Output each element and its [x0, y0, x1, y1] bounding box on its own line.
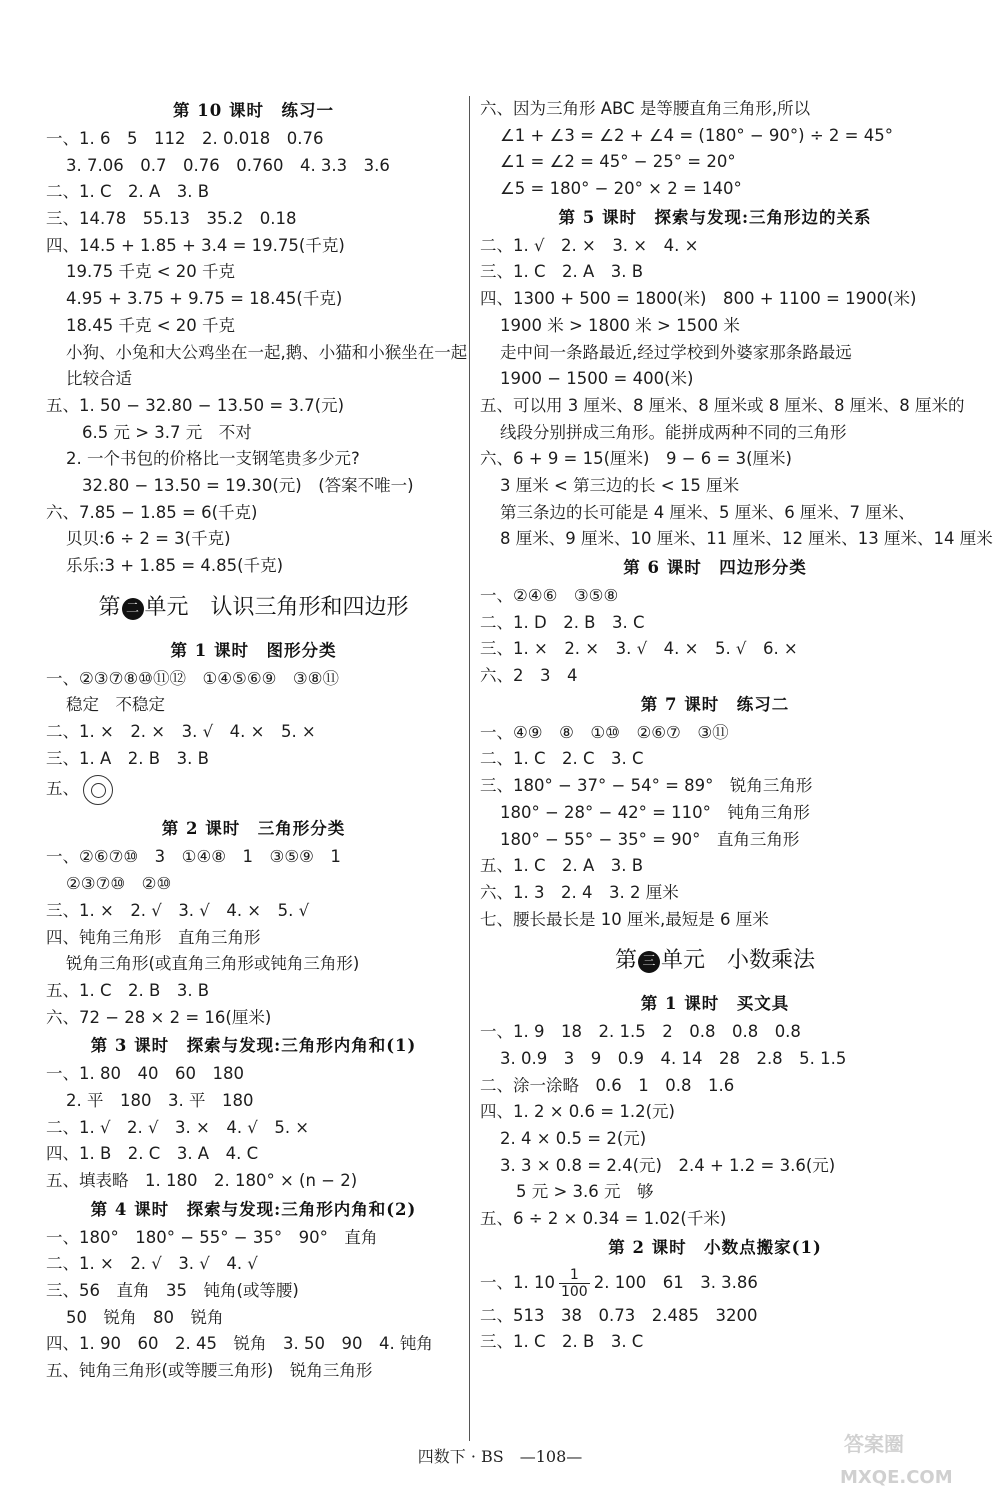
- answer-line: 32.80 − 13.50 = 19.30(元) (答案不唯一): [82, 475, 414, 495]
- concentric-circles-icon: [83, 775, 113, 805]
- unit-title: 单元 小数乘法: [661, 948, 816, 974]
- fraction-numerator: 1: [559, 1267, 590, 1284]
- fraction-denominator: 100: [560, 1283, 588, 1300]
- answer-line: ∠5 = 180° − 20° × 2 = 140°: [500, 179, 742, 199]
- answer-line: 二、涂一涂略 0.6 1 0.8 1.6: [480, 1075, 735, 1095]
- watermark-bottom-text: MXQE.COM: [840, 1467, 953, 1488]
- answer-line: 走中间一条路最近,经过学校到外婆家那条路最远: [500, 342, 852, 362]
- unit-prefix: 第: [614, 948, 637, 974]
- right-column: [480, 96, 993, 1356]
- answer-line: 五、1. 50 − 32.80 − 13.50 = 3.7(元): [46, 395, 345, 415]
- answer-line: 二、1. × 2. √ 3. √ 4. √: [46, 1254, 258, 1274]
- answer-line: 二、513 38 0.73 2.485 3200: [480, 1305, 758, 1325]
- answer-line: 三、56 直角 35 钝角(或等腰): [46, 1281, 299, 1301]
- unit-heading: [480, 933, 950, 989]
- answer-line: 六、7.85 − 1.85 = 6(千克): [46, 502, 258, 522]
- answer-line: 第三条边的长可能是 4 厘米、5 厘米、6 厘米、7 厘米、: [500, 502, 915, 522]
- answer-line: 三、1. A 2. B 3. B: [46, 748, 209, 768]
- answer-line: 三、180° − 37° − 54° = 89° 锐角三角形: [480, 776, 813, 796]
- answer-line: 二、1. D 2. B 3. C: [480, 612, 645, 632]
- answer-line: 二、1. √ 2. √ 3. × 4. √ 5. ×: [46, 1117, 310, 1137]
- answer-line: 一、180° 180° − 55° − 35° 90° 直角: [46, 1227, 378, 1247]
- answer-line: 五、钝角三角形(或等腰三角形) 锐角三角形: [46, 1361, 373, 1381]
- lesson-heading: 第 2 课时 三角形分类: [161, 819, 346, 839]
- answer-line: 小狗、小兔和大公鸡坐在一起,鹅、小猫和小猴坐在一起: [66, 342, 468, 362]
- answer-line: 一、②⑥⑦⑩ 3 ①④⑧ 1 ③⑤⑨ 1: [46, 847, 341, 867]
- answer-line: 一、④⑨ ⑧ ①⑩ ②⑥⑦ ③⑪: [480, 722, 729, 742]
- answer-line: 2. 4 × 0.5 = 2(元): [500, 1129, 647, 1148]
- answer-line: 六、2 3 4: [480, 666, 578, 686]
- answer-line: 8 厘米、9 厘米、10 厘米、11 厘米、12 厘米、13 厘米、14 厘米: [500, 529, 993, 549]
- answer-line: 锐角三角形(或直角三角形或钝角三角形): [66, 954, 360, 974]
- answer-line: 18.45 千克 < 20 千克: [66, 315, 236, 335]
- answer-line: 一、1. 9 18 2. 1.5 2 0.8 0.8 0.8: [480, 1022, 801, 1042]
- answer-line: 五、6 ÷ 2 × 0.34 = 1.02(千米): [480, 1209, 727, 1229]
- answer-line: 六、因为三角形 ABC 是等腰直角三角形,所以: [480, 99, 811, 118]
- answer-line: 3. 3 × 0.8 = 2.4(元) 2.4 + 1.2 = 3.6(元): [500, 1155, 836, 1175]
- answer-line: 一、1. 6 5 112 2. 0.018 0.76: [46, 129, 324, 148]
- fraction: [559, 1267, 590, 1300]
- answer-line: 线段分别拼成三角形。能拼成两种不同的三角形: [500, 422, 847, 442]
- answer-line: 三、1. C 2. A 3. B: [480, 262, 644, 282]
- watermark-logo: [836, 1419, 986, 1493]
- answer-line: 比较合适: [66, 369, 132, 389]
- answer-line: 乐乐:3 + 1.85 = 4.85(千克): [66, 556, 284, 575]
- answer-line: 六、6 + 9 = 15(厘米) 9 − 6 = 3(厘米): [480, 449, 792, 469]
- answer-line: 一、②③⑦⑧⑩⑪⑫ ①④⑤⑥⑨ ③⑧⑪: [46, 668, 340, 688]
- lesson-heading: 第 1 课时 买文具: [640, 994, 790, 1014]
- answer-line: 三、1. × 2. × 3. √ 4. × 5. √ 6. ×: [480, 639, 798, 659]
- answer-line: 三、14.78 55.13 35.2 0.18: [46, 209, 297, 229]
- answer-line: 稳定 不稳定: [66, 695, 165, 715]
- answer-line: 七、腰长最长是 10 厘米,最短是 6 厘米: [480, 909, 769, 929]
- lesson-heading: 第 2 课时 小数点搬家(1): [608, 1237, 822, 1257]
- answer-text: 一、1. 10: [480, 1272, 555, 1292]
- answer-line: 五、1. C 2. B 3. B: [46, 980, 210, 1000]
- answer-line: 1900 − 1500 = 400(米): [500, 369, 694, 389]
- answer-line: 2. 平 180 3. 平 180: [66, 1090, 254, 1110]
- answer-line: 四、1. 2 × 0.6 = 1.2(元): [480, 1102, 675, 1122]
- answer-line: 3. 0.9 3 9 0.9 4. 14 28 2.8 5. 1.5: [500, 1048, 847, 1068]
- answer-line: ∠1 + ∠3 = ∠2 + ∠4 = (180° − 90°) ÷ 2 = 45°: [500, 125, 893, 145]
- answer-text: 2. 100 61 3. 3.86: [593, 1272, 758, 1292]
- answer-line: 四、14.5 + 1.85 + 3.4 = 19.75(千克): [46, 235, 345, 255]
- unit-number-badge: 二: [122, 598, 144, 620]
- answer-line: 五、填表略 1. 180 2. 180° × (n − 2): [46, 1171, 358, 1190]
- answer-line: 四、1300 + 500 = 1800(米) 800 + 1100 = 1900(米): [480, 289, 917, 309]
- answer-line: 4.95 + 3.75 + 9.75 = 18.45(千克): [66, 289, 343, 309]
- answer-line-with-figure: [46, 772, 461, 806]
- answer-line: ∠1 = ∠2 = 45° − 25° = 20°: [500, 152, 736, 172]
- lesson-heading: 第 7 课时 练习二: [640, 694, 790, 714]
- answer-line: 一、1. 80 40 60 180: [46, 1064, 244, 1084]
- answer-line: 19.75 千克 < 20 千克: [66, 262, 236, 282]
- answer-line: 三、1. C 2. B 3. C: [480, 1332, 644, 1352]
- answer-line: 六、72 − 28 × 2 = 16(厘米): [46, 1007, 272, 1027]
- answer-line: 五、可以用 3 厘米、8 厘米、8 厘米或 8 厘米、8 厘米、8 厘米的: [480, 395, 965, 415]
- lesson-heading: 第 4 课时 探索与发现:三角形内角和(2): [90, 1199, 417, 1219]
- answer-line: 五、1. C 2. A 3. B: [480, 856, 644, 876]
- answer-line: 三、1. × 2. √ 3. √ 4. × 5. √: [46, 900, 310, 920]
- answer-line: 一、②④⑥ ③⑤⑧: [480, 586, 619, 605]
- unit-number-badge: 三: [638, 951, 660, 973]
- answer-line: 2. 一个书包的价格比一支钢笔贵多少元?: [66, 449, 360, 469]
- watermark-top-text: 答案圈: [844, 1432, 904, 1456]
- lesson-heading: 第 3 课时 探索与发现:三角形内角和(1): [90, 1036, 417, 1056]
- answer-line: 6.5 元 > 3.7 元 不对: [82, 422, 252, 442]
- answer-line: 二、1. C 2. A 3. B: [46, 182, 210, 202]
- answer-line: 180° − 28° − 42° = 110° 钝角三角形: [500, 802, 810, 822]
- answer-line: 5 元 > 3.6 元 够: [516, 1182, 654, 1202]
- answer-line: 1900 米 > 1800 米 > 1500 米: [500, 315, 740, 335]
- answer-line: 四、1. B 2. C 3. A 4. C: [46, 1144, 259, 1164]
- answer-line: 3 厘米 < 第三边的长 < 15 厘米: [500, 475, 740, 495]
- answer-line: 二、1. √ 2. × 3. × 4. ×: [480, 235, 699, 255]
- unit-title: 单元 认识三角形和四边形: [144, 594, 409, 620]
- page-footer: 四数下 · BS —108—: [417, 1447, 583, 1466]
- answer-line: 二、1. × 2. × 3. √ 4. × 5. ×: [46, 722, 316, 742]
- answer-line: 180° − 55° − 35° = 90° 直角三角形: [500, 829, 800, 849]
- lesson-heading: 第 10 课时 练习一: [173, 101, 334, 120]
- answer-line: 四、1. 90 60 2. 45 锐角 3. 50 90 4. 钝角: [46, 1334, 433, 1354]
- answer-line: ②③⑦⑩ ②⑩: [66, 874, 172, 894]
- answer-line: 50 锐角 80 锐角: [66, 1307, 224, 1327]
- answer-line-with-fraction: [480, 1263, 950, 1303]
- unit-prefix: 第: [98, 594, 121, 620]
- lesson-heading: 第 1 课时 图形分类: [170, 640, 337, 660]
- answer-line: 3. 7.06 0.7 0.76 0.760 4. 3.3 3.6: [66, 155, 390, 175]
- answer-prefix: 五、: [46, 779, 79, 799]
- answer-line: 六、1. 3 2. 4 3. 2 厘米: [480, 882, 679, 902]
- answer-line: 四、钝角三角形 直角三角形: [46, 927, 261, 947]
- unit-heading: [46, 580, 461, 636]
- column-divider: [469, 96, 470, 1441]
- lesson-heading: 第 6 课时 四边形分类: [623, 558, 807, 577]
- answer-line: 二、1. C 2. C 3. C: [480, 749, 644, 769]
- left-column: [46, 96, 468, 1385]
- answer-line: 贝贝:6 ÷ 2 = 3(千克): [66, 529, 231, 549]
- lesson-heading: 第 5 课时 探索与发现:三角形边的关系: [558, 207, 872, 227]
